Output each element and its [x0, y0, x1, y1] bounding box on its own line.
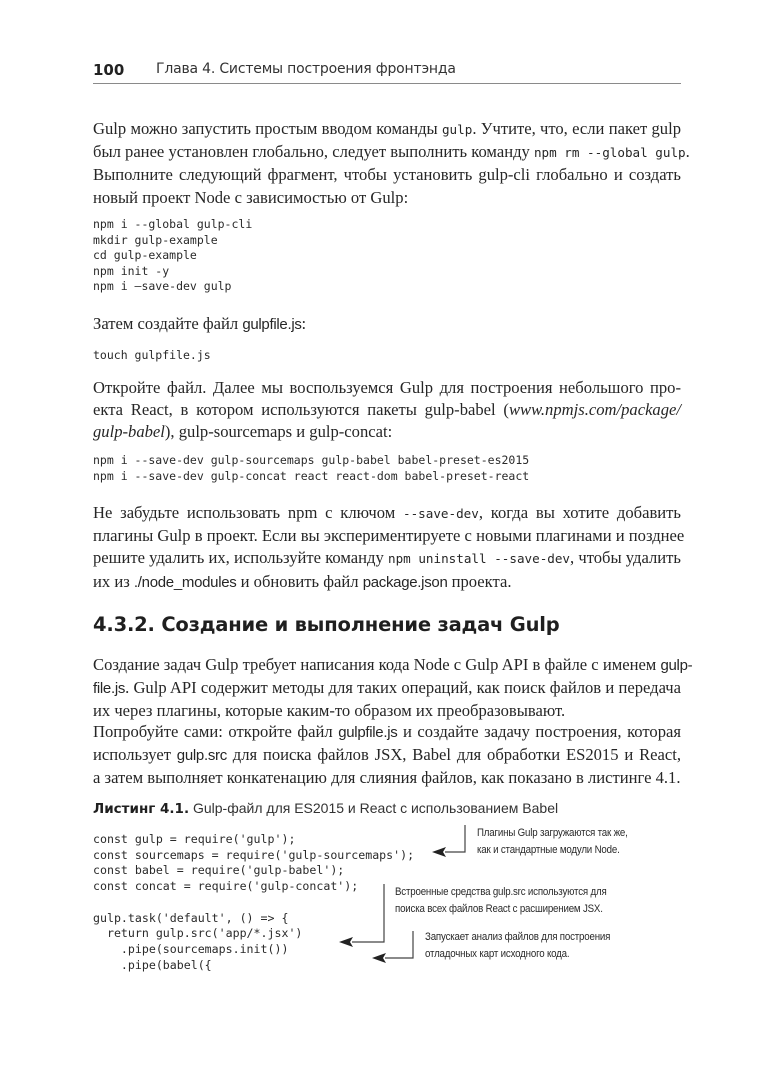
annotation-line: как и стандартные модули Node.: [477, 844, 620, 856]
page-number: 100: [93, 61, 125, 79]
link-npmjs[interactable]: www.npmjs.com/package/: [508, 400, 681, 420]
code-line: npm init -y: [93, 263, 170, 278]
code-line: const babel = require('gulp-babel');: [93, 863, 345, 878]
annotation-line: отладочных карт исходного кода.: [425, 948, 570, 960]
file-name: gulp-: [660, 657, 693, 674]
arrowhead-icon: [372, 953, 386, 963]
code-line: return gulp.src('app/*.jsx'): [93, 926, 303, 941]
inline-code: gulp.src: [176, 747, 227, 765]
text-line: Откройте файл. Далее мы воспользуемся Gulp для построения небольшого про-: [93, 378, 681, 397]
text: Gulp можно запустить простым вводом команды: [93, 119, 442, 138]
annotation-line: Запускает анализ файлов для построения: [425, 931, 611, 943]
file-name: gulpfile.js: [242, 316, 302, 333]
arrowhead-icon: [339, 937, 353, 947]
inline-code: npm uninstall --save-dev: [387, 551, 571, 567]
text-line: а затем выполняет конкатенацию для слияния файлов, как показано в листинге 4.1.: [93, 768, 681, 788]
text: и обновить файл: [236, 571, 363, 591]
callout-line-1: [445, 825, 465, 852]
code-line: gulp.task('default', () => {: [93, 910, 289, 925]
code-line: const sourcemaps = require('gulp-sourcemaps');: [93, 847, 415, 862]
text: :: [301, 314, 307, 333]
file-name: file.js: [93, 680, 126, 698]
text: , когда вы хотите добавить: [478, 503, 681, 522]
file-name: package.json: [362, 573, 448, 591]
code-line: npm i --save-dev gulp-concat react react-dom babel-preset-react: [93, 468, 530, 483]
code-line: touch gulpfile.js: [93, 348, 211, 362]
inline-code: npm rm --global gulp: [533, 145, 686, 161]
text: их из: [93, 571, 134, 591]
section-heading: 4.3.2. Создание и выполнение задач Gulp: [93, 613, 560, 636]
inline-code: gulp: [441, 122, 473, 137]
annotation-line: Встроенные средства gulp.src используются для: [395, 886, 607, 898]
code-line: const concat = require('gulp-concat');: [93, 879, 359, 894]
text: . Учтите, что, если пакет gulp: [472, 119, 681, 138]
code-line: npm i –save-dev gulp: [93, 279, 232, 294]
path: ./node_modules: [133, 573, 237, 591]
text: проекта.: [447, 571, 512, 591]
arrowhead-icon: [432, 847, 446, 857]
annotation-line: Плагины Gulp загружаются так же,: [477, 827, 628, 839]
text: ), gulp-sourcemaps и gulp-concat:: [164, 422, 393, 442]
text: и создайте задачу построения, которая: [397, 722, 681, 741]
text: , чтобы удалить: [570, 548, 681, 568]
code-line: mkdir gulp-example: [93, 232, 218, 247]
link-npmjs-cont[interactable]: gulp-babel: [93, 422, 165, 442]
text: Создание задач Gulp требует написания кода Node с Gulp API в файле с именем: [93, 655, 661, 674]
text: решите удалить их, используйте команду: [93, 548, 388, 568]
callout-line-2: [352, 884, 384, 942]
code-line: npm i --global gulp-cli: [93, 217, 253, 231]
text-line: новый проект Node с зависимостью от Gulp:: [93, 187, 409, 207]
text: екта React, в котором используются пакеты gulp-babel (: [93, 400, 509, 420]
annotation-line: поиска всех файлов React с расширением JSX.: [395, 903, 603, 915]
text: был ранее установлен глобально, следует выполнить команду: [93, 142, 534, 162]
text-line: Выполните следующий фрагмент, чтобы установить gulp-cli глобально и создать: [93, 165, 681, 185]
text-line: их через плагины, которые каким-то образом их преобразовывают.: [93, 701, 566, 721]
running-title: Глава 4. Системы построения фронтэнда: [156, 61, 456, 77]
listing-title: Gulp-файл для ES2015 и React с использованием Babel: [189, 800, 559, 816]
text: Попробуйте сами: откройте файл: [93, 722, 339, 741]
text: . Gulp API содержит методы для таких операций, как поиск файлов и передача: [125, 678, 681, 698]
code-line: const gulp = require('gulp');: [93, 832, 296, 846]
text: Не забудьте использовать npm с ключом: [93, 503, 404, 522]
file-name: gulpfile.js: [338, 724, 398, 741]
listing-label: Листинг 4.1.: [93, 801, 190, 817]
text: .: [685, 142, 690, 162]
code-line: npm i --save-dev gulp-sourcemaps gulp-babel babel-preset-es2015: [93, 453, 530, 467]
text: для поиска файлов JSX, Babel для обработки ES2015 и React,: [226, 745, 681, 765]
inline-code: --save-dev: [403, 506, 479, 521]
code-line: .pipe(babel({: [93, 957, 212, 972]
code-line: .pipe(sourcemaps.init()): [93, 941, 289, 956]
text: Затем создайте файл: [93, 314, 243, 333]
code-line: cd gulp-example: [93, 248, 197, 263]
callout-line-3: [385, 931, 413, 958]
text: использует: [93, 745, 177, 765]
text-line: плагины Gulp в проект. Если вы экспериментируете с новыми плагинами и позднее: [93, 526, 685, 546]
